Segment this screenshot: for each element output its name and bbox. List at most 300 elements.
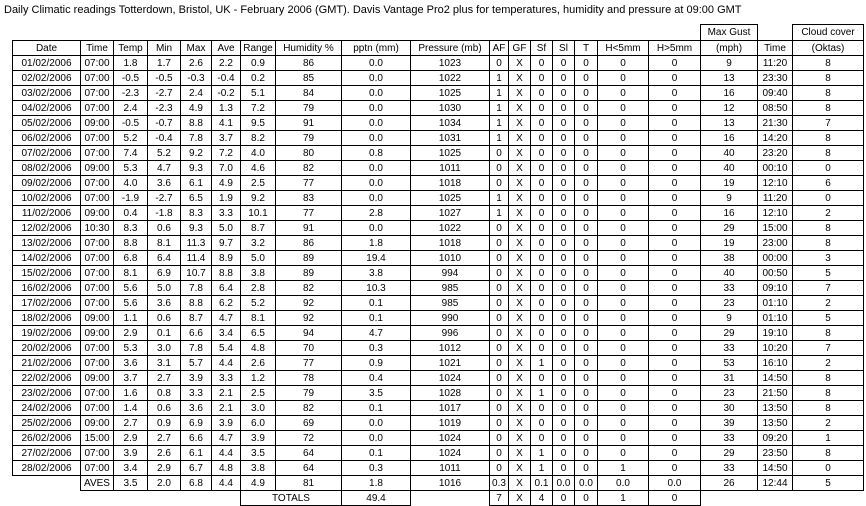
table-cell: 0.8	[341, 145, 411, 161]
table-cell: -2.7	[147, 190, 181, 206]
table-cell: 0	[574, 70, 598, 86]
table-cell: 0.1	[341, 310, 411, 326]
table-cell: 0	[552, 385, 575, 401]
table-cell: 40	[700, 265, 758, 281]
table-cell: 0	[552, 130, 575, 146]
table-cell: 8.1	[113, 265, 148, 281]
aves-label: AVES	[80, 475, 114, 491]
table-cell: 0	[489, 460, 509, 476]
table-cell: 07:00	[80, 265, 114, 281]
table-cell: 0	[574, 160, 598, 176]
table-cell: 8	[792, 235, 864, 251]
table-cell: -1.8	[147, 205, 181, 221]
table-cell: X	[508, 445, 531, 461]
table-cell: 5	[792, 265, 864, 281]
table-cell: 1.2	[240, 370, 276, 386]
aves-cell: 0.1	[530, 475, 553, 491]
table-cell: 13/02/2006	[12, 235, 81, 251]
table-cell: 0	[597, 145, 649, 161]
table-cell: 6.4	[211, 280, 241, 296]
table-cell: 1011	[410, 460, 490, 476]
table-cell: 91	[275, 115, 342, 131]
table-cell: 0.4	[113, 205, 148, 221]
table-cell: 16	[700, 205, 758, 221]
table-cell: 7	[792, 115, 864, 131]
table-cell: X	[508, 400, 531, 416]
table-cell: 1019	[410, 415, 490, 431]
table-cell: 0	[552, 190, 575, 206]
table-cell: 1025	[410, 145, 490, 161]
table-cell: 7.2	[211, 145, 241, 161]
table-cell: 9.7	[211, 235, 241, 251]
table-cell: 0	[574, 145, 598, 161]
table-cell: 1	[489, 70, 509, 86]
table-cell: 7	[792, 340, 864, 356]
aves-cell: 6.8	[180, 475, 212, 491]
table-cell: 0	[597, 235, 649, 251]
column-header: GF	[508, 40, 531, 56]
column-header: pptn (mm)	[341, 40, 411, 56]
table-cell: 1034	[410, 115, 490, 131]
table-cell: 15:00	[757, 220, 793, 236]
table-cell: 00:10	[757, 160, 793, 176]
table-cell: 0	[597, 415, 649, 431]
table-cell: 8	[792, 325, 864, 341]
table-cell: 79	[275, 130, 342, 146]
table-cell: 08:50	[757, 100, 793, 116]
table-cell: 07:00	[80, 235, 114, 251]
table-cell: 994	[410, 265, 490, 281]
table-cell: 29	[700, 445, 758, 461]
table-cell: 2.6	[147, 445, 181, 461]
table-cell: 0	[648, 430, 701, 446]
table-cell: 0	[597, 220, 649, 236]
table-cell: 0	[648, 190, 701, 206]
table-cell: 1.8	[341, 235, 411, 251]
table-cell: X	[508, 100, 531, 116]
table-cell: 6.4	[147, 250, 181, 266]
table-cell: 82	[275, 160, 342, 176]
table-cell: 2.4	[180, 85, 212, 101]
table-cell: X	[508, 160, 531, 176]
table-cell: 09:00	[80, 370, 114, 386]
table-cell: 9.5	[240, 115, 276, 131]
table-cell: 7.2	[240, 100, 276, 116]
table-cell: 9.2	[240, 190, 276, 206]
table-cell: 0.6	[147, 400, 181, 416]
table-cell: 8.1	[147, 235, 181, 251]
table-cell: 4.1	[211, 115, 241, 131]
table-cell: 9.3	[180, 160, 212, 176]
table-cell: 0	[552, 370, 575, 386]
aves-cell: 81	[275, 475, 342, 491]
table-cell: 02/02/2006	[12, 70, 81, 86]
table-cell: 3.8	[240, 460, 276, 476]
table-cell: -0.7	[147, 115, 181, 131]
table-cell: 0	[574, 325, 598, 341]
table-cell: 1	[489, 85, 509, 101]
table-cell: 0	[552, 340, 575, 356]
table-cell: 2	[792, 415, 864, 431]
table-cell: 53	[700, 355, 758, 371]
table-cell: 6.5	[240, 325, 276, 341]
table-cell: 0	[530, 160, 553, 176]
table-cell: 8.9	[211, 250, 241, 266]
table-cell: 4.4	[211, 445, 241, 461]
table-cell: 07:00	[80, 460, 114, 476]
table-cell: 0	[792, 190, 864, 206]
table-cell: 4.8	[211, 460, 241, 476]
table-cell: 23/02/2006	[12, 385, 81, 401]
aves-cell: 12:44	[757, 475, 793, 491]
table-cell: 23:30	[757, 70, 793, 86]
table-cell: 20/02/2006	[12, 340, 81, 356]
table-cell: 0	[530, 310, 553, 326]
table-cell: 0.0	[341, 85, 411, 101]
table-cell: 15/02/2006	[12, 265, 81, 281]
table-cell: 8.8	[180, 295, 212, 311]
table-cell: 89	[275, 265, 342, 281]
table-cell: 9	[700, 310, 758, 326]
table-cell: 9	[700, 190, 758, 206]
table-cell: 21:50	[757, 385, 793, 401]
table-cell: 3.7	[211, 130, 241, 146]
table-cell: 1027	[410, 205, 490, 221]
table-cell: 0	[552, 115, 575, 131]
table-cell: 1	[530, 445, 553, 461]
table-cell: 1025	[410, 85, 490, 101]
table-cell: 0	[574, 430, 598, 446]
table-cell: -2.7	[147, 85, 181, 101]
table-cell: 30	[700, 400, 758, 416]
table-cell: 2.8	[240, 280, 276, 296]
table-cell: 0	[552, 100, 575, 116]
table-cell: 0	[574, 100, 598, 116]
table-cell: 4.4	[211, 355, 241, 371]
table-cell: 1.6	[113, 385, 148, 401]
table-cell: 996	[410, 325, 490, 341]
table-cell: 1.7	[147, 55, 181, 71]
table-cell: 0	[552, 220, 575, 236]
table-cell: 07:00	[80, 130, 114, 146]
table-cell: 09:00	[80, 115, 114, 131]
table-cell: 0	[597, 100, 649, 116]
table-cell: 0	[574, 340, 598, 356]
table-cell: 8.2	[240, 130, 276, 146]
table-cell: 0	[552, 430, 575, 446]
table-cell: 07:00	[80, 445, 114, 461]
table-cell: 3.0	[240, 400, 276, 416]
table-cell: 07:00	[80, 145, 114, 161]
column-header: Max	[180, 40, 212, 56]
table-cell: 0	[792, 460, 864, 476]
table-cell: X	[508, 115, 531, 131]
table-cell: 07:00	[80, 100, 114, 116]
table-cell: 0.2	[240, 70, 276, 86]
table-cell: 3.5	[341, 385, 411, 401]
table-cell: X	[508, 205, 531, 221]
table-cell: 0	[489, 265, 509, 281]
table-cell: 0	[530, 175, 553, 191]
table-cell: 1	[792, 430, 864, 446]
table-cell: 0	[574, 460, 598, 476]
table-cell: 5.0	[240, 250, 276, 266]
table-cell: 3.8	[240, 265, 276, 281]
table-cell: 0	[552, 160, 575, 176]
table-cell: 4.7	[211, 310, 241, 326]
table-cell: 0	[489, 160, 509, 176]
table-cell: 09/02/2006	[12, 175, 81, 191]
table-cell: 9.3	[180, 220, 212, 236]
table-cell: 0.3	[341, 460, 411, 476]
table-cell: 6.6	[180, 325, 212, 341]
column-header: H>5mm	[648, 40, 701, 56]
totals-cell: 49.4	[341, 490, 411, 506]
table-cell: 86	[275, 235, 342, 251]
table-cell: 0.0	[341, 115, 411, 131]
table-cell: 06/02/2006	[12, 130, 81, 146]
table-cell: 3.7	[113, 370, 148, 386]
table-cell: 14:50	[757, 460, 793, 476]
table-cell: 8	[792, 70, 864, 86]
table-cell: 0	[489, 400, 509, 416]
table-cell: 0	[530, 220, 553, 236]
aves-cell: 0.3	[489, 475, 509, 491]
table-cell: 1022	[410, 220, 490, 236]
table-cell: 0	[597, 370, 649, 386]
table-cell: 0	[489, 55, 509, 71]
table-cell: -0.4	[147, 130, 181, 146]
table-cell: 0	[574, 415, 598, 431]
table-cell: 0	[530, 235, 553, 251]
table-cell: 5.0	[211, 220, 241, 236]
table-cell: 33	[700, 430, 758, 446]
table-cell: 79	[275, 100, 342, 116]
table-cell: 92	[275, 310, 342, 326]
table-cell: 9	[700, 55, 758, 71]
table-cell: 8	[792, 385, 864, 401]
table-cell: 8	[792, 85, 864, 101]
table-cell: 3.9	[240, 430, 276, 446]
table-cell: 29	[700, 220, 758, 236]
table-cell: 0	[648, 310, 701, 326]
table-cell: 0	[648, 235, 701, 251]
table-cell: X	[508, 220, 531, 236]
table-cell: 16	[700, 130, 758, 146]
table-cell: 6.6	[180, 430, 212, 446]
table-cell: -0.2	[211, 85, 241, 101]
table-cell: 94	[275, 325, 342, 341]
table-cell: 1023	[410, 55, 490, 71]
table-cell: 82	[275, 400, 342, 416]
table-cell: 0	[530, 100, 553, 116]
table-cell: 5	[792, 310, 864, 326]
table-cell: 0	[648, 145, 701, 161]
table-cell: 0.0	[341, 100, 411, 116]
table-cell: 10.7	[180, 265, 212, 281]
table-cell: 4.0	[113, 175, 148, 191]
table-cell: 09:00	[80, 205, 114, 221]
table-cell: 07:00	[80, 280, 114, 296]
table-cell: X	[508, 385, 531, 401]
table-cell: 6.7	[180, 460, 212, 476]
table-cell: 10/02/2006	[12, 190, 81, 206]
table-cell: X	[508, 175, 531, 191]
table-cell: 82	[275, 280, 342, 296]
table-cell: 05/02/2006	[12, 115, 81, 131]
table-cell: 0.1	[341, 445, 411, 461]
table-cell: 0	[597, 385, 649, 401]
table-cell: 0	[574, 55, 598, 71]
table-cell: 5.2	[113, 130, 148, 146]
table-cell: 0.0	[341, 190, 411, 206]
table-cell: 07:00	[80, 85, 114, 101]
table-cell: 2.1	[211, 400, 241, 416]
table-cell: 0	[597, 55, 649, 71]
max-gust-header: Max Gust	[700, 24, 758, 41]
table-cell: 13	[700, 70, 758, 86]
table-cell: 33	[700, 460, 758, 476]
table-cell: 0	[552, 460, 575, 476]
table-cell: 64	[275, 445, 342, 461]
table-cell: X	[508, 85, 531, 101]
table-cell: 8.8	[180, 115, 212, 131]
table-cell: 2.5	[240, 175, 276, 191]
table-cell: 1.3	[211, 100, 241, 116]
totals-cell: 0	[648, 490, 701, 506]
table-cell: 16	[700, 85, 758, 101]
table-cell: 10:30	[80, 220, 114, 236]
table-cell: 0.0	[341, 220, 411, 236]
table-cell: 23	[700, 295, 758, 311]
table-cell: 09:10	[757, 280, 793, 296]
table-cell: 40	[700, 145, 758, 161]
table-cell: 0	[597, 115, 649, 131]
table-cell: 19:10	[757, 325, 793, 341]
table-cell: 0	[597, 205, 649, 221]
table-cell: X	[508, 55, 531, 71]
table-cell: 0	[648, 265, 701, 281]
table-cell: 0.9	[240, 55, 276, 71]
table-cell: 0	[530, 85, 553, 101]
table-cell: 0	[597, 355, 649, 371]
cloud-cover-header: Cloud cover	[792, 24, 864, 41]
table-cell: 0	[530, 190, 553, 206]
table-cell: 1.9	[211, 190, 241, 206]
table-cell: 0	[530, 430, 553, 446]
table-cell: 0	[574, 85, 598, 101]
table-cell: 78	[275, 370, 342, 386]
table-cell: 0	[597, 250, 649, 266]
table-cell: 0	[597, 85, 649, 101]
table-cell: 0	[648, 85, 701, 101]
table-cell: 0	[648, 220, 701, 236]
table-cell: 3.9	[211, 415, 241, 431]
table-cell: 0	[648, 400, 701, 416]
table-cell: 0	[574, 385, 598, 401]
table-cell: 85	[275, 70, 342, 86]
table-cell: 8	[792, 370, 864, 386]
table-cell: 1030	[410, 100, 490, 116]
column-header: T	[574, 40, 598, 56]
table-cell: 07:00	[80, 295, 114, 311]
table-cell: X	[508, 325, 531, 341]
table-cell: 0	[574, 355, 598, 371]
table-cell: X	[508, 460, 531, 476]
table-cell: 2.7	[113, 415, 148, 431]
table-cell: 3.6	[147, 295, 181, 311]
table-cell: 64	[275, 460, 342, 476]
table-cell: 23	[700, 385, 758, 401]
table-cell: 07:00	[80, 70, 114, 86]
totals-cell: 0	[552, 490, 575, 506]
table-cell: 2	[792, 295, 864, 311]
table-cell: 0	[648, 415, 701, 431]
table-cell: 2	[792, 355, 864, 371]
table-cell: 0	[552, 355, 575, 371]
table-cell: X	[508, 355, 531, 371]
table-cell: X	[508, 415, 531, 431]
table-cell: -2.3	[147, 100, 181, 116]
table-cell: 1011	[410, 160, 490, 176]
table-cell: 83	[275, 190, 342, 206]
table-cell: 0	[648, 280, 701, 296]
table-cell: 0	[597, 295, 649, 311]
table-cell: 16/02/2006	[12, 280, 81, 296]
aves-cell: 0.0	[574, 475, 598, 491]
table-cell: 14:20	[757, 130, 793, 146]
table-cell: 3.0	[147, 340, 181, 356]
table-cell: 0	[552, 445, 575, 461]
table-cell: 0	[552, 265, 575, 281]
table-cell: 0	[597, 130, 649, 146]
table-cell: 77	[275, 355, 342, 371]
table-cell: X	[508, 265, 531, 281]
column-header: Ave	[211, 40, 241, 56]
table-cell: 29	[700, 325, 758, 341]
table-cell: 77	[275, 205, 342, 221]
table-cell: 0	[552, 205, 575, 221]
table-cell: 0	[597, 190, 649, 206]
table-cell: 4.6	[240, 160, 276, 176]
table-cell: 0	[792, 160, 864, 176]
aves-cell: 0.0	[552, 475, 575, 491]
table-cell: 3.2	[240, 235, 276, 251]
table-cell: 6.5	[180, 190, 212, 206]
table-cell: 1	[530, 460, 553, 476]
table-cell: 09:00	[80, 325, 114, 341]
table-cell: 1	[489, 190, 509, 206]
table-cell: 5.2	[240, 295, 276, 311]
table-cell: 3.3	[211, 370, 241, 386]
table-cell: 985	[410, 295, 490, 311]
table-cell: 15:00	[80, 430, 114, 446]
aves-cell: 0.0	[597, 475, 649, 491]
table-cell: 0	[597, 70, 649, 86]
table-cell: 84	[275, 85, 342, 101]
table-cell: 0	[552, 310, 575, 326]
table-cell: 19	[700, 235, 758, 251]
table-cell: 33	[700, 340, 758, 356]
table-cell: 0	[530, 415, 553, 431]
table-cell: 09:00	[80, 310, 114, 326]
table-cell: 07/02/2006	[12, 145, 81, 161]
table-cell: 0.6	[147, 310, 181, 326]
table-cell: -2.3	[113, 85, 148, 101]
table-cell: 07:00	[80, 190, 114, 206]
table-cell: 8	[792, 100, 864, 116]
table-cell: 0	[597, 310, 649, 326]
